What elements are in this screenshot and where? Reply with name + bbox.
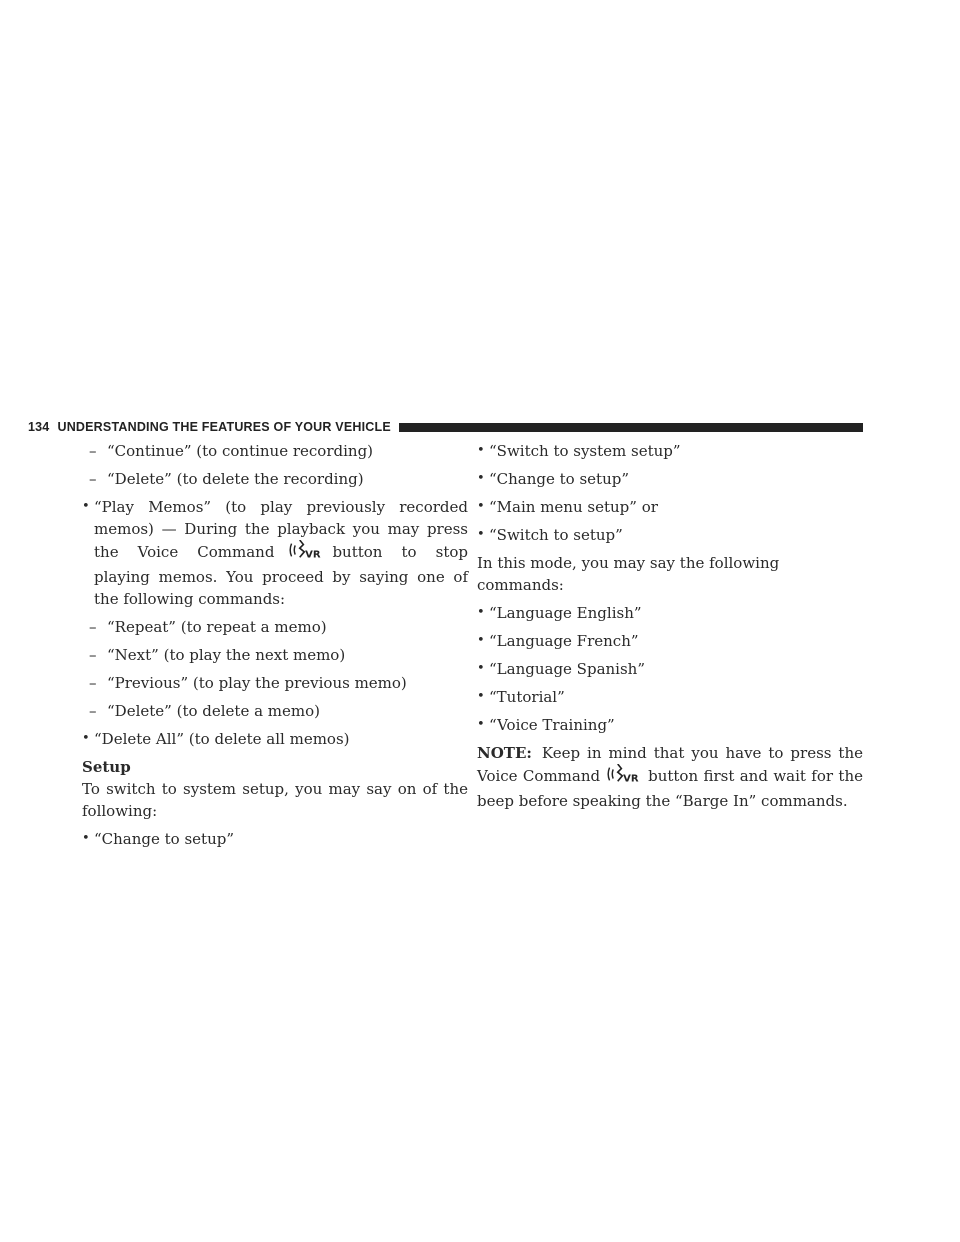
bullet-marker: • — [477, 689, 485, 704]
list-item-text: “Language French” — [489, 632, 639, 650]
list-item-text: “Next” (to play the next memo) — [107, 646, 346, 664]
mode-paragraph: In this mode, you may say the following commands: — [477, 554, 780, 594]
list-item-text: “Switch to setup” — [489, 526, 623, 544]
dash-marker: – — [89, 618, 97, 636]
bullet-marker: • — [477, 471, 485, 486]
list-item — [82, 468, 468, 490]
list-item-text: “Main menu setup” or — [489, 498, 658, 516]
bullet-marker: • — [82, 831, 90, 846]
right-column — [477, 440, 863, 818]
list-item — [82, 828, 468, 850]
dash-marker: – — [89, 674, 97, 692]
list-item — [477, 440, 863, 462]
left-column — [82, 440, 468, 856]
bullet-marker: • — [477, 527, 485, 542]
bullet-marker: • — [477, 443, 485, 458]
bullet-marker: • — [477, 633, 485, 648]
list-item-text: “Delete All” (to delete all memos) — [94, 730, 350, 748]
header-rule — [399, 423, 863, 432]
bullet-marker: • — [82, 499, 90, 514]
list-item-text: “Switch to system setup” — [489, 442, 681, 460]
page-number: 134 — [28, 420, 50, 434]
list-item-text: “Delete” (to delete the recording) — [107, 470, 364, 488]
dash-marker: – — [89, 442, 97, 460]
list-item-text: “Tutorial” — [489, 688, 565, 706]
voice-command-icon — [606, 764, 644, 790]
play-memos-text — [94, 496, 468, 610]
setup-heading: Setup — [82, 758, 131, 776]
list-item — [477, 686, 863, 708]
bullet-marker: • — [477, 499, 485, 514]
list-item-text: “Language Spanish” — [489, 660, 645, 678]
play-memos-before: “Play Memos” (to play previously recorded memos) — During the playback you may press the Voice Command — [94, 498, 468, 561]
dash-marker: – — [89, 702, 97, 720]
note-paragraph — [477, 742, 863, 812]
list-item — [82, 644, 468, 666]
list-item — [82, 700, 468, 722]
setup-paragraph: To switch to system setup, you may say on of the following: — [82, 780, 468, 820]
list-item — [477, 524, 863, 546]
play-memos-after: button to stop playing memos. You proceed by saying one of the following commands: — [94, 543, 469, 608]
list-item — [477, 658, 863, 680]
list-item — [82, 728, 468, 750]
list-item-text: “Repeat” (to repeat a memo) — [107, 618, 327, 636]
list-item-text: “Language English” — [489, 604, 642, 622]
list-item — [82, 440, 468, 462]
list-item — [477, 496, 863, 518]
list-item-text: “Delete” (to delete a memo) — [107, 702, 321, 720]
section-title: UNDERSTANDING THE FEATURES OF YOUR VEHICLE — [57, 420, 391, 434]
bullet-marker: • — [82, 731, 90, 746]
list-item — [477, 602, 863, 624]
list-item-play-memos — [82, 496, 468, 610]
note-after: button first and wait for the beep before speaking the “Barge In” commands. — [477, 767, 863, 810]
dash-marker: – — [89, 646, 97, 664]
list-item — [477, 714, 863, 736]
list-item — [477, 630, 863, 652]
list-item-text: “Previous” (to play the previous memo) — [107, 674, 407, 692]
list-item-text: “Voice Training” — [489, 716, 615, 734]
dash-marker: – — [89, 470, 97, 488]
note-label: NOTE: — [477, 744, 532, 762]
list-item — [477, 468, 863, 490]
list-item — [82, 616, 468, 638]
list-item — [82, 672, 468, 694]
bullet-marker: • — [477, 717, 485, 732]
list-item-text: “Change to setup” — [94, 830, 235, 848]
list-item-text: “Continue” (to continue recording) — [107, 442, 374, 460]
list-item-text: “Change to setup” — [489, 470, 630, 488]
page-header — [28, 418, 863, 436]
bullet-marker: • — [477, 661, 485, 676]
voice-command-icon — [288, 540, 326, 566]
note-before: Keep in mind that you have to press the Voice Command — [477, 744, 863, 785]
bullet-marker: • — [477, 605, 485, 620]
